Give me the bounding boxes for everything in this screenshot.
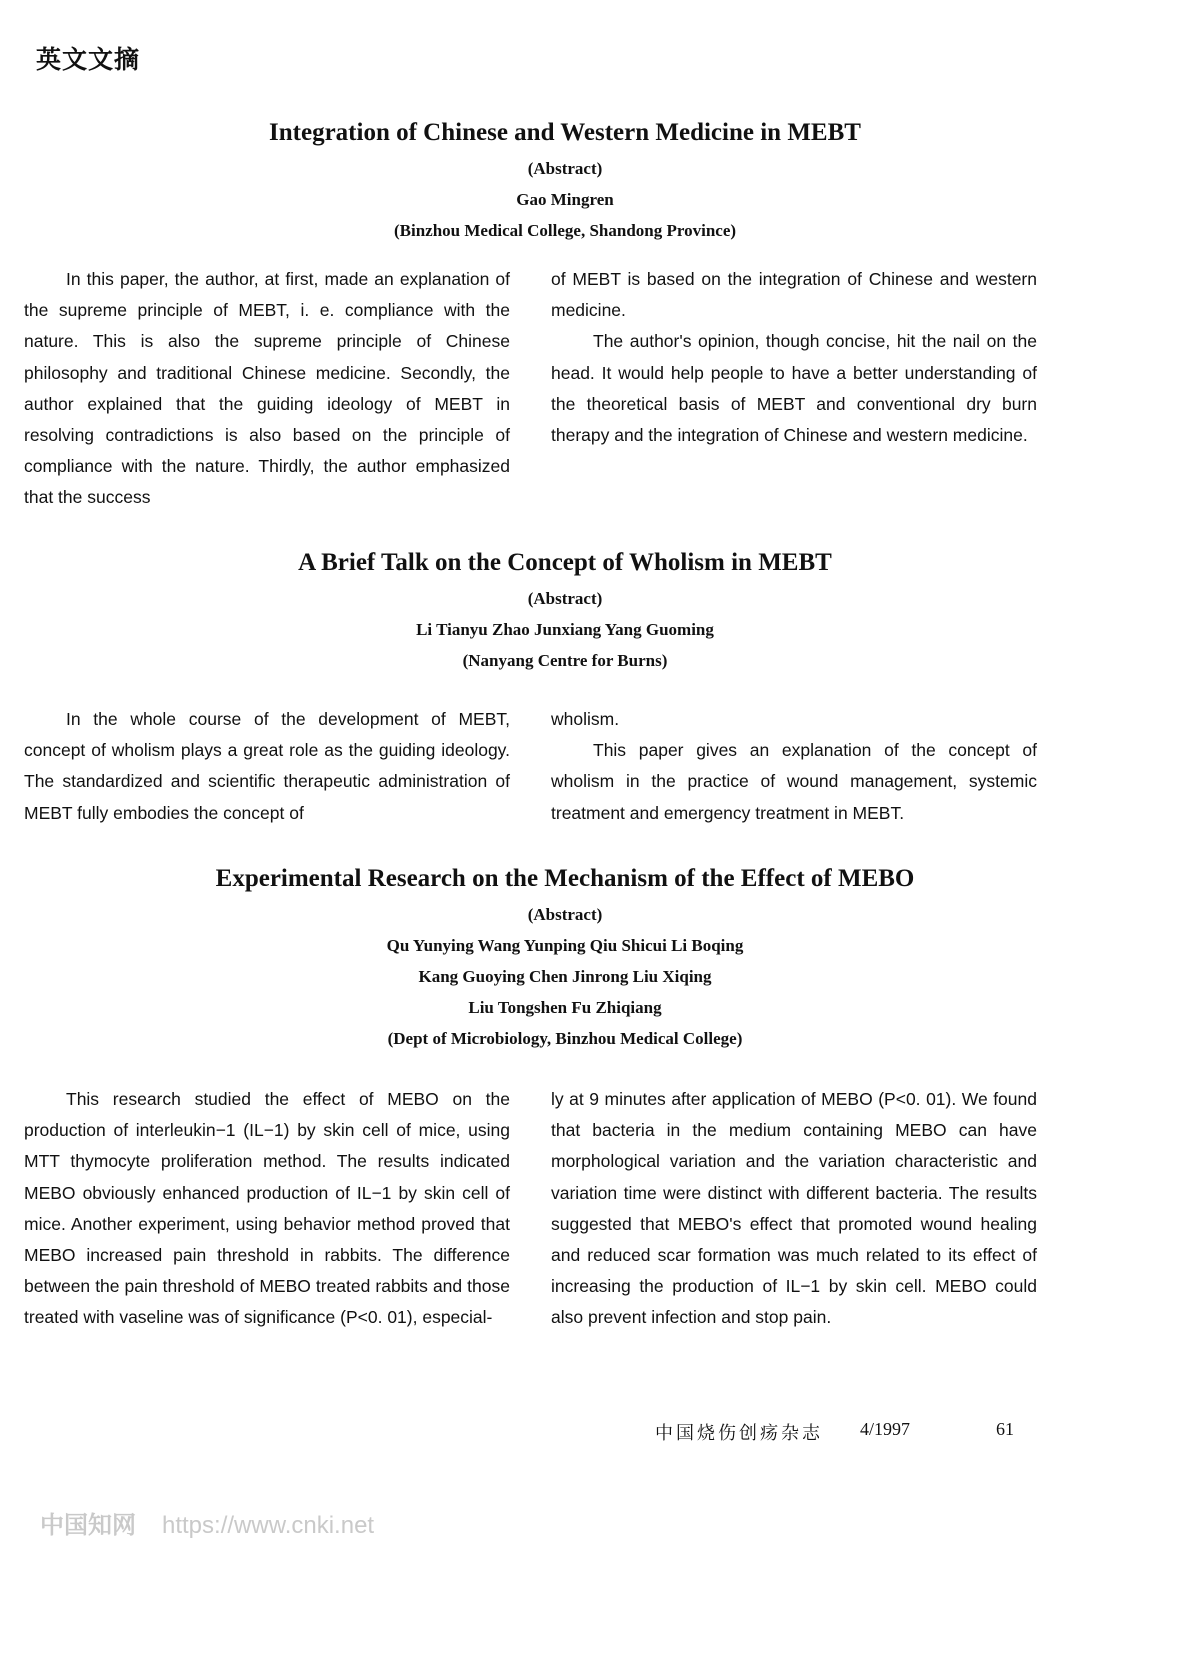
abstract-authors: Qu Yunying Wang Yunping Qiu Shicui Li Boqing <box>386 936 744 955</box>
abstract-header-2 <box>0 547 1130 676</box>
abstract-subtitle: (Abstract) <box>527 905 603 924</box>
abstract-authors: Liu Tongshen Fu Zhiqiang <box>468 998 662 1017</box>
abstract-authors: Kang Guoying Chen Jinrong Liu Xiqing <box>418 967 712 986</box>
abstract-authors: Gao Mingren <box>516 190 614 209</box>
paragraph: In the whole course of the development of MEBT, concept of wholism plays a great role as the guiding ideology. The standardized and scientific therapeutic administration of MEBT fully embodies the concept of <box>24 709 510 823</box>
abstract-body-right-1 <box>551 264 1037 451</box>
issue-number: 4/1997 <box>860 1419 911 1439</box>
abstract-body-left-1 <box>24 264 510 514</box>
abstract-header-1 <box>0 117 1130 246</box>
abstract-title: Experimental Research on the Mechanism of the Effect of MEBO <box>215 865 915 892</box>
abstract-header-3 <box>0 863 1130 1054</box>
abstract-affiliation: (Binzhou Medical College, Shandong Province) <box>393 221 737 240</box>
paragraph: wholism. <box>551 709 620 729</box>
watermark-brand: 中国知网 <box>40 1512 136 1539</box>
abstract-subtitle: (Abstract) <box>527 159 603 178</box>
abstract-affiliation: (Nanyang Centre for Burns) <box>462 651 668 670</box>
abstract-title: A Brief Talk on the Concept of Wholism in MEBT <box>298 549 832 576</box>
watermark-url: https://www.cnki.net <box>162 1512 375 1539</box>
paragraph: ly at 9 minutes after application of MEBO (P<0. 01). We found that bacteria in the medium containing MEBO can have morphological variation and the variation characteristic and variation time were distinct with different bacteria. The results suggested that MEBO's effect that promoted wound healing and reduced scar formation was much related to its effect of increasing the production of IL−1 by skin cell. MEBO could also prevent infection and stop pain. <box>551 1089 1037 1328</box>
journal-name: 中国烧伤创疡杂志 <box>655 1423 823 1444</box>
abstract-body-left-3 <box>24 1084 510 1334</box>
paragraph: In this paper, the author, at first, made an explanation of the supreme principle of MEBT, i. e. compliance with the nature. This is also the supreme principle of Chinese philosophy and traditional Chinese medicine. Secondly, the author explained that the guiding ideology of MEBT in resolving contradictions is also based on the principle of compliance with the nature. Thirdly, the author emphasized that the success <box>24 269 510 508</box>
abstract-body-left-2 <box>24 704 510 829</box>
paragraph: The author's opinion, though concise, hit the nail on the head. It would help people to have a better understanding of the theoretical basis of MEBT and conventional dry burn therapy and the integration of Chinese and western medicine. <box>551 331 1037 446</box>
section-label: 英文文摘 <box>36 45 141 74</box>
paragraph: This research studied the effect of MEBO on the production of interleukin−1 (IL−1) by skin cell of mice, using MTT thymocyte proliferation method. The results indicated MEBO obviously enhanced production of IL−1 by skin cell of mice. Another experiment, using behavior method proved that MEBO increased pain threshold in rabbits. The difference between the pain threshold of MEBO treated rabbits and those treated with vaseline was of significance (P<0. 01), especial- <box>24 1089 510 1328</box>
abstract-authors: Li Tianyu Zhao Junxiang Yang Guoming <box>416 620 714 639</box>
abstract-body-right-3 <box>551 1084 1037 1334</box>
watermark <box>40 1505 374 1540</box>
abstract-body-right-2 <box>551 704 1037 829</box>
abstract-subtitle: (Abstract) <box>527 589 603 608</box>
page-number: 61 <box>996 1419 1014 1439</box>
abstract-affiliation: (Dept of Microbiology, Binzhou Medical College) <box>387 1029 743 1048</box>
paragraph: of MEBT is based on the integration of Chinese and western medicine. <box>551 269 1037 321</box>
paragraph: This paper gives an explanation of the concept of wholism in the practice of wound management, systemic treatment and emergency treatment in MEBT. <box>551 740 1037 823</box>
abstract-title: Integration of Chinese and Western Medicine in MEBT <box>269 119 861 146</box>
